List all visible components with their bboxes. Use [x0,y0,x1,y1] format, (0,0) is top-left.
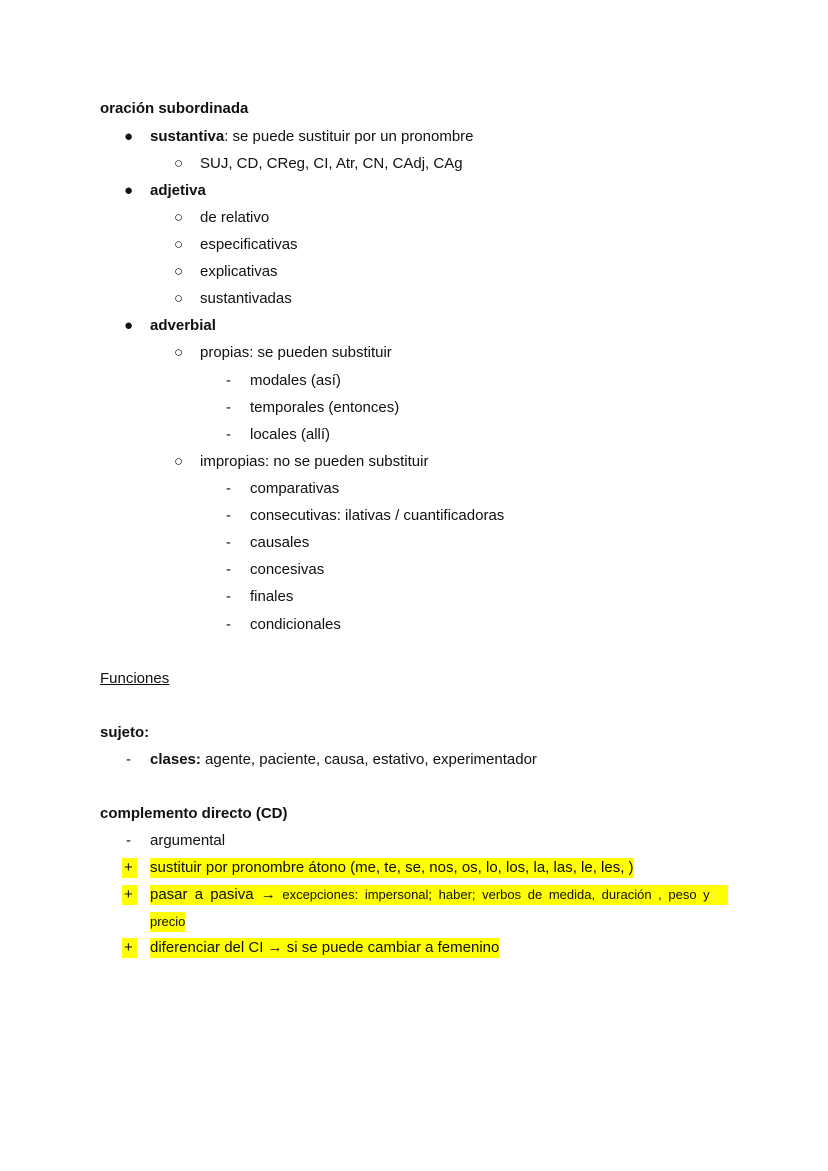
impropias-item: causales [250,534,310,551]
impropias-item: condicionales [250,616,341,633]
adjetiva-label: adjetiva [150,182,206,199]
circle-marker: ○ [174,453,184,470]
sustantiva-label: sustantiva [150,128,225,145]
pasiva-excepciones: excepciones: impersonal; haber; verbos de medida, duración , peso y [275,887,710,902]
impropias-item: consecutivas: ilativas / cuantificadoras [250,507,505,524]
dash-marker: - [226,426,231,443]
circle-marker: ○ [174,290,184,307]
clases-label: clases: [150,751,201,768]
impropias-item: finales [250,588,294,605]
dash-marker: - [126,751,131,768]
funciones-title: Funciones [100,670,170,687]
clases-text: agente, paciente, causa, estativo, experimentador [200,751,537,768]
dash-marker: - [226,588,231,605]
adjetiva-sub-item: de relativo [200,209,270,226]
bullet-sustantiva: ● [124,128,134,145]
bullet-adverbial: ● [124,317,134,334]
pasiva-continuation: precio [150,912,185,932]
plus-marker: + [122,938,137,958]
cd-item-sustituir: sustituir por pronombre átono (me, te, se, nos, os, lo, los, la, las, le, les, ) [150,859,634,876]
impropias-item: comparativas [250,480,340,497]
adjetiva-sub-item: explicativas [200,263,278,280]
sustantiva-sub-item: SUJ, CD, CReg, CI, Atr, CN, CAdj, CAg [200,155,463,172]
sujeto-heading: sujeto: [100,724,150,741]
cd-item-diferenciar: diferenciar del CI → si se puede cambiar a femenino [150,939,500,956]
sustantiva-item [150,127,474,147]
propias-item: temporales (entonces) [250,399,400,416]
dash-marker: - [226,480,231,497]
circle-marker: ○ [174,344,184,361]
sujeto-clases [150,750,537,770]
propias-item: locales (allí) [250,426,331,443]
subordinate-heading: oración subordinada [100,100,249,117]
dash-marker: - [226,372,231,389]
dash-marker: - [226,399,231,416]
adverbial-label: adverbial [150,317,216,334]
cd-item-argumental: argumental [150,832,226,849]
adjetiva-sub-item: especificativas [200,236,298,253]
impropias-item: concesivas [250,561,325,578]
sustantiva-desc: : se puede sustituir por un pronombre [224,128,474,145]
plus-marker: + [122,885,137,905]
dash-marker: - [126,832,131,849]
bullet-adjetiva: ● [124,182,134,199]
circle-marker: ○ [174,155,184,172]
dash-marker: - [226,534,231,551]
propias-item: modales (así) [250,372,341,389]
dash-marker: - [226,616,231,633]
circle-marker: ○ [174,209,184,226]
dash-marker: - [226,561,231,578]
pasiva-main: pasar a pasiva → [150,886,276,903]
adjetiva-sub-item: sustantivadas [200,290,292,307]
circle-marker: ○ [174,236,184,253]
dash-marker: - [226,507,231,524]
circle-marker: ○ [174,263,184,280]
propias-label: propias: se pueden substituir [200,344,392,361]
plus-marker: + [122,858,137,878]
cd-item-pasiva [150,885,728,905]
impropias-label: impropias: no se pueden substituir [200,453,429,470]
cd-heading: complemento directo (CD) [100,805,288,822]
